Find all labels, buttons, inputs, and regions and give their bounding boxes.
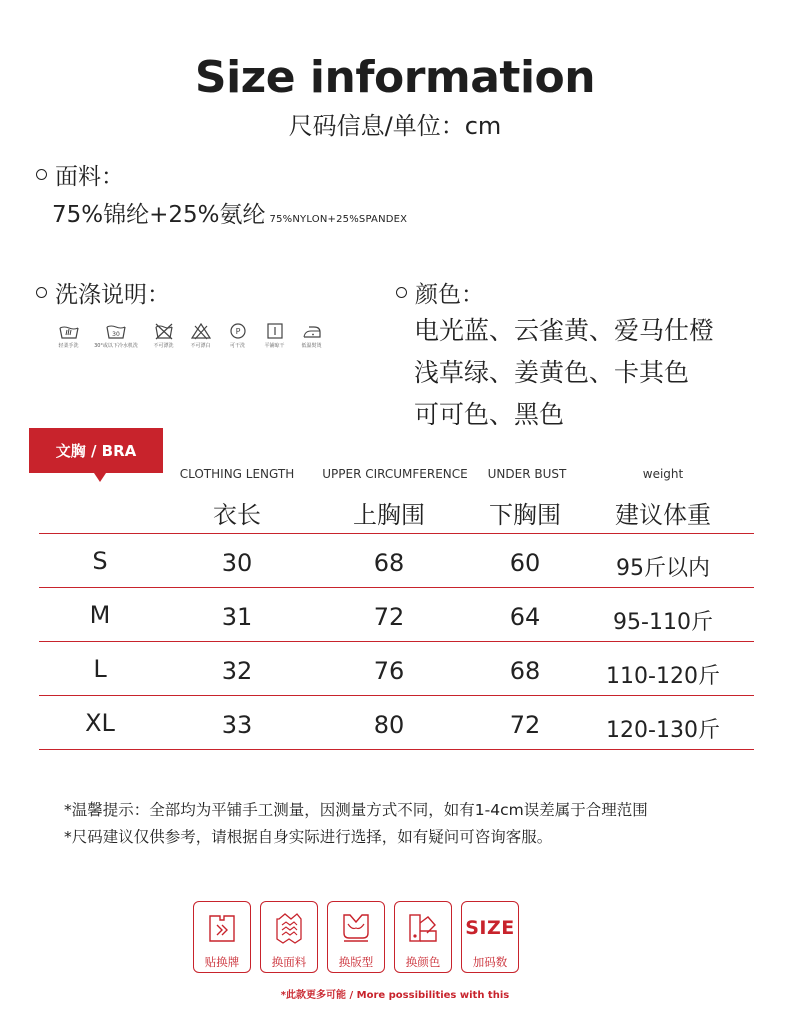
no-dry-clean-icon <box>153 322 175 340</box>
service-badge-label: 加码数 <box>472 955 508 969</box>
colors-line: 可可色、黑色 <box>414 400 565 429</box>
wash-item <box>87 322 145 349</box>
machine-wash-30-icon <box>105 322 127 340</box>
col-header-en: UNDER BUST <box>487 467 567 481</box>
service-badge-label: 贴换牌 <box>204 955 240 969</box>
wash-item-label: 轻柔手洗 <box>58 343 79 349</box>
col-header-cn: 衣长 <box>213 501 261 529</box>
service-badge-shape[interactable] <box>327 901 385 973</box>
weight-cell: 95斤以内 <box>616 556 710 581</box>
wash-item-label: 低温熨烫 <box>301 343 322 349</box>
service-badge-color[interactable] <box>394 901 452 973</box>
page-title: Size information <box>194 52 596 103</box>
length-cell: 33 <box>221 711 253 739</box>
col-header-en: weight <box>642 467 684 481</box>
service-badge-label: 换颜色 <box>405 955 441 969</box>
wash-item-label: 平铺晾干 <box>264 343 285 349</box>
colors-label: 颜色： <box>415 282 484 308</box>
col-header-cn: 上胸围 <box>353 501 425 529</box>
size-cell: XL <box>85 709 115 737</box>
wash-item-label: 不可漂白 <box>190 343 211 349</box>
tag-icon <box>206 906 238 950</box>
col-header-en: UPPER CIRCUMFERENCE <box>322 467 468 481</box>
size-cell: L <box>93 655 107 683</box>
upper-cell: 68 <box>373 549 405 577</box>
colors-line: 浅草绿、姜黄色、卡其色 <box>414 358 690 387</box>
wash-item <box>256 322 293 349</box>
table-divider <box>39 749 754 750</box>
fabric-value: 75%锦纶+25%氨纶 <box>52 202 266 228</box>
wash-item <box>219 322 256 349</box>
hand-wash-icon <box>58 322 80 340</box>
color-swatch-icon <box>406 906 440 950</box>
size-text: SIZE <box>465 917 515 939</box>
upper-cell: 80 <box>373 711 405 739</box>
col-header-en: CLOTHING LENGTH <box>179 467 295 481</box>
fabric-composition <box>52 196 407 229</box>
weight-cell: 95-110斤 <box>613 610 713 635</box>
bullet-circle-icon <box>396 287 407 298</box>
flat-dry-icon <box>264 322 286 340</box>
footer-note: *此款更多可能 / More possibilities with this <box>280 990 510 1001</box>
wash-item <box>293 322 330 349</box>
wash-item-label: 不可漂洗 <box>153 343 174 349</box>
fabric-icon <box>273 906 305 950</box>
service-badge-label: 换版型 <box>338 955 374 969</box>
weight-cell: 110-120斤 <box>606 664 720 689</box>
colors-section-label <box>396 276 484 309</box>
col-header-cn: 建议体重 <box>615 501 711 529</box>
bullet-circle-icon <box>36 169 47 180</box>
service-badges <box>193 901 519 973</box>
bra-tab-label: 文胸 / BRA <box>55 442 137 460</box>
size-cell: M <box>89 601 111 629</box>
under-cell: 64 <box>509 603 541 631</box>
table-divider <box>39 695 754 696</box>
service-badge-fabric[interactable] <box>260 901 318 973</box>
wash-item <box>50 322 87 349</box>
bra-shape-icon <box>339 906 373 950</box>
colors-list <box>414 310 714 436</box>
no-bleach-icon <box>190 322 212 340</box>
under-cell: 60 <box>509 549 541 577</box>
bra-tab <box>29 428 163 473</box>
note-line: *温馨提示：全部均为平铺手工测量，因测量方式不同，如有1-4cm误差属于合理范围 <box>64 801 648 819</box>
table-divider <box>39 533 754 534</box>
length-cell: 30 <box>221 549 253 577</box>
fabric-label: 面料： <box>55 164 124 190</box>
fabric-section-label <box>36 158 124 191</box>
upper-cell: 72 <box>373 603 405 631</box>
length-cell: 32 <box>221 657 253 685</box>
upper-cell: 76 <box>373 657 405 685</box>
wash-item-label: 30°或以下冷水机洗 <box>94 343 138 349</box>
dry-clean-p-icon <box>227 322 249 340</box>
page-subtitle: 尺码信息/单位：cm <box>288 112 502 140</box>
table-divider <box>39 641 754 642</box>
table-divider <box>39 587 754 588</box>
wash-icons <box>50 322 330 349</box>
colors-line: 电光蓝、云雀黄、爱马仕橙 <box>414 316 715 345</box>
low-iron-icon <box>301 322 323 340</box>
note-line: *尺码建议仅供参考，请根据自身实际进行选择，如有疑问可咨询客服。 <box>64 828 553 846</box>
svg-text:30: 30 <box>112 331 120 338</box>
bullet-circle-icon <box>36 287 47 298</box>
wash-section-label <box>36 276 170 309</box>
weight-cell: 120-130斤 <box>606 718 720 743</box>
tab-pointer <box>94 473 106 482</box>
size-cell: S <box>92 547 108 575</box>
fabric-value-en: 75%NYLON+25%SPANDEX <box>269 214 408 225</box>
service-badge-label: 换面料 <box>271 955 307 969</box>
under-cell: 68 <box>509 657 541 685</box>
svg-text:P: P <box>235 327 240 336</box>
wash-label: 洗涤说明： <box>55 282 170 308</box>
service-badge-tag[interactable] <box>193 901 251 973</box>
col-header-cn: 下胸围 <box>489 501 561 529</box>
wash-item <box>145 322 182 349</box>
wash-item-label: 可干洗 <box>229 343 245 349</box>
size-text-icon <box>465 906 515 950</box>
service-badge-size[interactable] <box>461 901 519 973</box>
wash-item <box>182 322 219 349</box>
length-cell: 31 <box>221 603 253 631</box>
under-cell: 72 <box>509 711 541 739</box>
